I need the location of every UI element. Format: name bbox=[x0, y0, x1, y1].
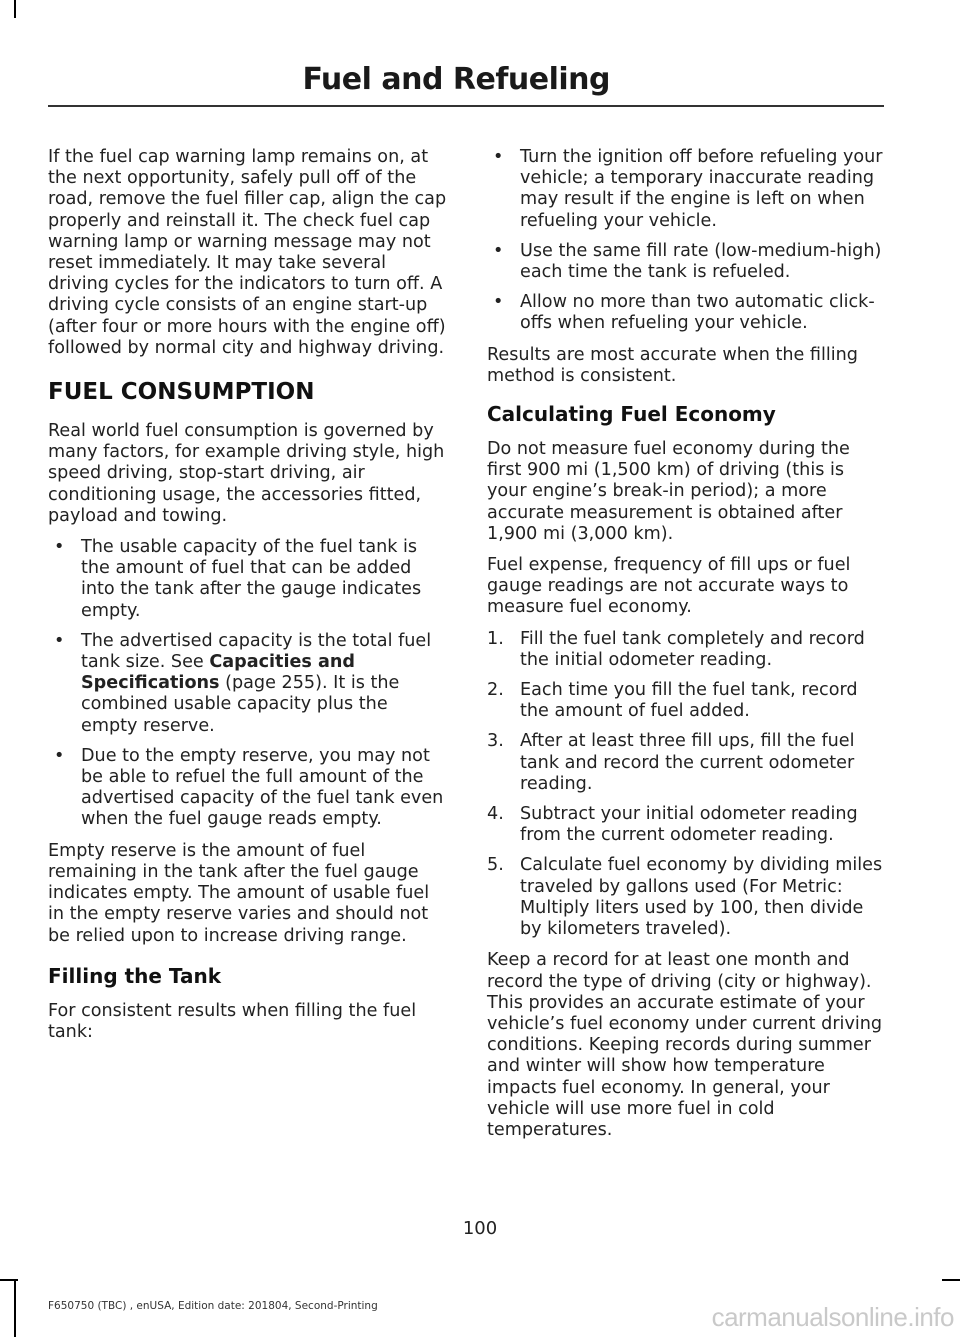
list-item bbox=[487, 804, 883, 846]
section-heading-fuel-consumption: FUEL CONSUMPTION bbox=[48, 379, 315, 406]
crop-mark-bottom-right bbox=[942, 1279, 960, 1281]
list-item: • Allow no more than two automatic click-offs when refueling your vehicle. bbox=[487, 292, 883, 334]
step-number: 4. bbox=[487, 804, 504, 825]
step-text: Each time you fill the fuel tank, record the amount of fuel added. bbox=[520, 680, 858, 722]
step-number: 5. bbox=[487, 855, 504, 876]
step-text: After at least three fill ups, fill the fuel tank and record the current odometer reading. bbox=[520, 731, 855, 794]
step-text: Calculate fuel economy by dividing miles traveled by gallons used (For Metric: Multiply liters used by 100, then divide by kilometers traveled). bbox=[520, 855, 883, 940]
list-item bbox=[487, 731, 883, 795]
list-item bbox=[487, 680, 883, 722]
cross-reference-link[interactable]: Capacities and Specifications bbox=[81, 652, 356, 694]
right-column bbox=[487, 147, 883, 1151]
list-item: • Turn the ignition off before refueling your vehicle; a temporary inaccurate reading may result if the engine is left on when refueling your vehicle. bbox=[487, 147, 883, 232]
step-text: Subtract your initial odometer reading from the current odometer reading. bbox=[520, 804, 858, 846]
crop-mark-bottom-left-v bbox=[14, 1281, 16, 1337]
edition-footer: F650750 (TBC) , enUSA, Edition date: 201804, Second-Printing bbox=[48, 1300, 378, 1312]
list-item bbox=[487, 855, 883, 940]
bullet-text: (page 255). It is the combined usable capacity plus the empty reserve. bbox=[81, 673, 400, 736]
watermark: carmanualsonline.info bbox=[711, 1302, 954, 1332]
step-number: 1. bbox=[487, 628, 504, 649]
inaccurate-methods-paragraph: Fuel expense, frequency of fill ups or fuel gauge readings are not accurate ways to measure fuel economy. bbox=[487, 555, 851, 618]
page-number: 100 bbox=[462, 1218, 498, 1239]
step-number: 3. bbox=[487, 731, 504, 752]
filling-bullet-list bbox=[487, 147, 883, 335]
record-keeping-paragraph: Keep a record for at least one month and record the type of driving (city or highway). This provides an accurate estimate of your vehicle’s fuel economy under current driving conditions. Keeping records during summer and winter will show how temperature impacts fuel economy. In general, your vehicle will use more fuel in cold temperatures. bbox=[487, 950, 883, 1140]
subheading-calculating-fuel-economy: Calculating Fuel Economy bbox=[487, 402, 776, 427]
consumption-paragraph: Real world fuel consumption is governed by many factors, for example driving style, high speed driving, stop-start driving, air conditioning usage, the accessories fitted, payload and towing. bbox=[48, 421, 445, 526]
results-paragraph: Results are most accurate when the filling method is consistent. bbox=[487, 344, 858, 386]
list-item: • Use the same fill rate (low-medium-high) each time the tank is refueled. bbox=[487, 241, 883, 283]
step-number: 2. bbox=[487, 680, 504, 701]
step-text: Fill the fuel tank completely and record the initial odometer reading. bbox=[520, 628, 865, 670]
filling-paragraph: For consistent results when filling the fuel tank: bbox=[48, 1000, 417, 1042]
subheading-filling-the-tank: Filling the Tank bbox=[48, 963, 222, 988]
bullet-empty-reserve: • Due to the empty reserve, you may not be able to refuel the full amount of the advertised capacity of the fuel tank even when the fuel gauge reads empty. bbox=[48, 746, 448, 831]
empty-reserve-paragraph: Empty reserve is the amount of fuel remaining in the tank after the fuel gauge indicates empty. The amount of usable fuel in the empty reserve varies and should not be relied upon to increase driving range. bbox=[48, 840, 430, 946]
calculation-steps-list bbox=[487, 629, 883, 941]
bullet-usable-capacity: • The usable capacity of the fuel tank is the amount of fuel that can be added into the tank after the gauge indicates empty. bbox=[48, 537, 448, 622]
header-divider bbox=[48, 105, 884, 107]
bullet-advertised-capacity bbox=[48, 631, 448, 737]
list-item bbox=[487, 629, 883, 671]
break-in-paragraph: Do not measure fuel economy during the first 900 mi (1,500 km) of driving (this is your engine’s break-in period); a more accurate measurement is obtained after 1,900 mi (3,000 km). bbox=[487, 439, 850, 544]
capacity-bullet-list bbox=[48, 537, 448, 831]
page-title: Fuel and Refueling bbox=[302, 62, 610, 97]
intro-paragraph: If the fuel cap warning lamp remains on, at the next opportunity, safely pull off of the road, remove the fuel filler cap, align the cap properly and reinstall it. The check fuel cap warning lamp or warning message may not reset immediately. It may take several driving cycles for the indicators to turn off. A driving cycle consists of an engine start-up (after four or more hours with the engine off) followed by normal city and highway driving. bbox=[48, 147, 447, 358]
bullet-text: The advertised capacity is the total fuel tank size. See bbox=[81, 630, 432, 673]
left-column bbox=[48, 147, 448, 1053]
crop-mark-top bbox=[14, 0, 16, 18]
